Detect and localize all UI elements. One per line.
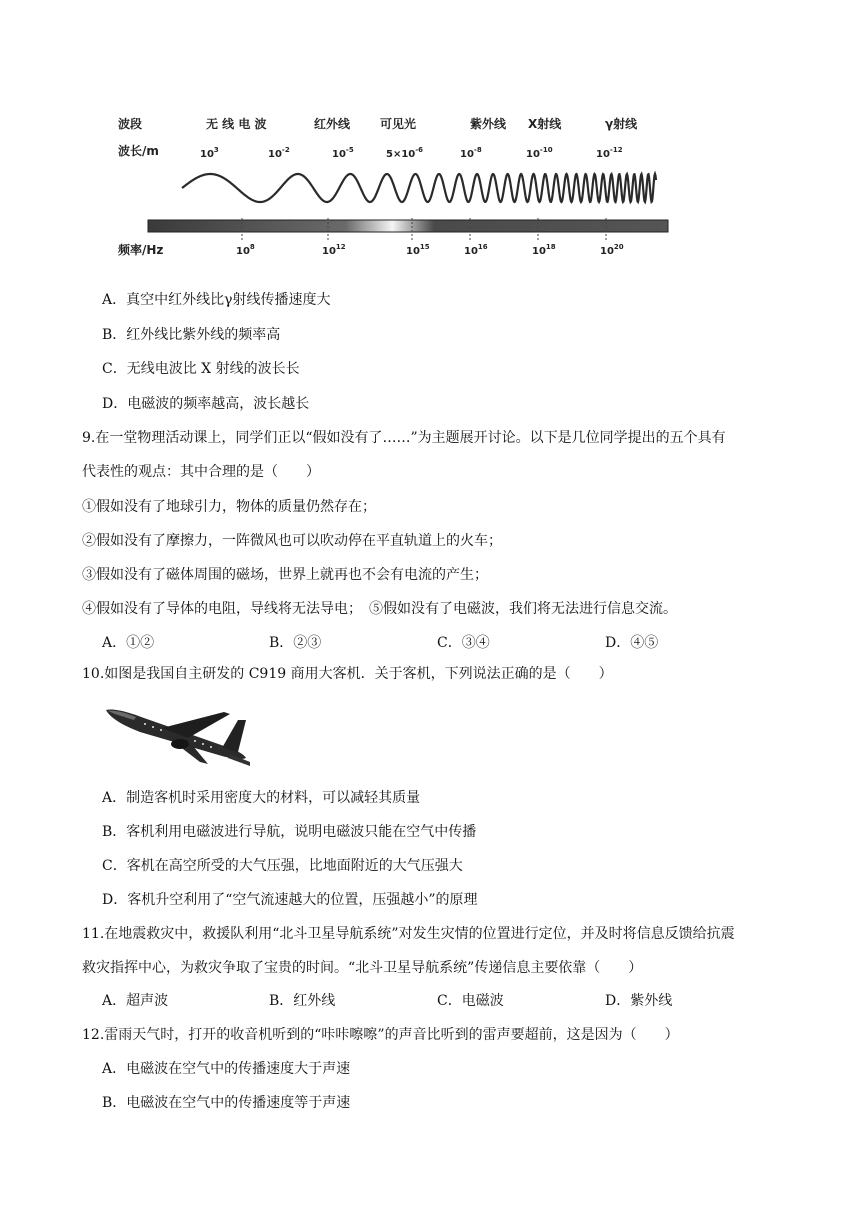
wavelength-row-label: 波长/m [118, 144, 159, 158]
q11-stem-line1: 11.在地震救灾中，救援队利用“北斗卫星导航系统”对发生灾情的位置进行定位，并及时将信息反馈给抗震 [82, 926, 735, 942]
frequency-row-label: 频率/Hz [118, 243, 164, 257]
wavelength-label: $5\times 10^{-6}$ [386, 146, 424, 160]
frequency-label: $10^{20}$ [600, 243, 624, 257]
band-label: 无 线 电 波 [206, 117, 267, 131]
spectrum-bar [148, 220, 668, 232]
frequency-label: $10^{16}$ [464, 243, 488, 257]
q8-option-b: B．红外线比紫外线的频率高 [102, 327, 281, 343]
frequency-label: $10^8$ [236, 243, 255, 257]
q11-option-a: A．超声波 [102, 993, 169, 1009]
q12-option-b: B．电磁波在空气中的传播速度等于声速 [102, 1095, 351, 1111]
q9-point-4-5: ④假如没有了导体的电阻，导线将无法导电； ⑤假如没有了电磁波，我们将无法进行信息交流。 [82, 601, 677, 617]
band-label: 红外线 [314, 117, 351, 131]
q9-option-a: A．①② [102, 635, 155, 651]
electromagnetic-spectrum-figure [100, 108, 680, 268]
q9-point-3: ③假如没有了磁体周围的磁场，世界上就再也不会有电流的产生； [82, 567, 488, 583]
wavelength-label: $10^{-8}$ [460, 146, 482, 160]
q10-stem: 10.如图是我国自主研发的 C919 商用大客机．关于客机，下列说法正确的是（ ） [82, 666, 613, 682]
q11-option-d: D．紫外线 [605, 993, 673, 1009]
wavelength-label: $10^{-10}$ [526, 146, 553, 160]
q11-stem-line2: 救灾指挥中心，为救灾争取了宝贵的时间。“北斗卫星导航系统”传递信息主要依靠（ ） [82, 960, 643, 976]
band-label: 紫外线 [470, 117, 507, 131]
q9-stem-line2: 代表性的观点：其中合理的是（ ） [82, 464, 320, 480]
q11-option-b: B．红外线 [269, 993, 336, 1009]
band-label: γ射线 [605, 117, 638, 131]
frequency-label: $10^{15}$ [406, 243, 430, 257]
wavelength-label: $10^{-2}$ [268, 146, 290, 160]
q8-option-d: D．电磁波的频率越高，波长越长 [102, 396, 310, 412]
q9-option-b: B．②③ [269, 635, 322, 651]
frequency-label: $10^{18}$ [532, 243, 556, 257]
band-label: X射线 [528, 117, 562, 131]
q12-option-a: A．电磁波在空气中的传播速度大于声速 [102, 1061, 351, 1077]
band-row-label: 波段 [118, 117, 143, 131]
q9-point-2: ②假如没有了摩擦力，一阵微风也可以吹动停在平直轨道上的火车； [82, 533, 502, 549]
q9-option-c: C．③④ [437, 635, 490, 651]
frequency-label: $10^{12}$ [322, 243, 346, 257]
q10-option-d: D．客机升空利用了“空气流速越大的位置，压强越小”的原理 [102, 892, 478, 908]
wavelength-label: $10^{-5}$ [332, 146, 354, 160]
q9-stem-line1: 9.在一堂物理活动课上，同学们正以“假如没有了……”为主题展开讨论。以下是几位同学提出的五个具有 [82, 430, 726, 446]
q10-option-a: A．制造客机时采用密度大的材料，可以减轻其质量 [102, 790, 421, 806]
q8-option-a: A．真空中红外线比γ射线传播速度大 [102, 292, 331, 308]
q8-option-c: C．无线电波比 X 射线的波长长 [102, 361, 300, 377]
wavelength-label: $10^{-12}$ [596, 146, 623, 160]
band-label: 可见光 [380, 117, 417, 131]
q9-option-d: D．④⑤ [605, 635, 659, 651]
wave-curve [182, 174, 656, 202]
q10-option-c: C．客机在高空所受的大气压强，比地面附近的大气压强大 [102, 858, 463, 874]
q10-option-b: B．客机利用电磁波进行导航，说明电磁波只能在空气中传播 [102, 824, 477, 840]
wavelength-label: $10^3$ [200, 146, 219, 160]
c919-airplane-image [104, 704, 252, 770]
q9-point-1: ①假如没有了地球引力，物体的质量仍然存在； [82, 499, 376, 515]
q12-stem: 12.雷雨天气时，打开的收音机听到的“咔咔嚓嚓”的声音比听到的雷声要超前，这是因为（ ） [82, 1027, 679, 1043]
q11-option-c: C．电磁波 [437, 993, 504, 1009]
